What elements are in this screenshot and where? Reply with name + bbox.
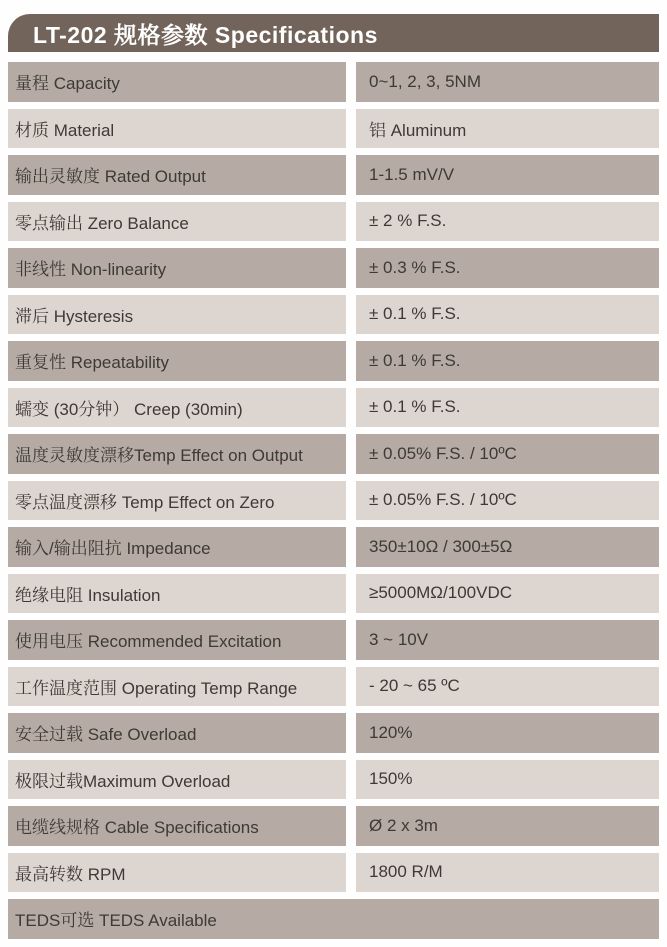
table-row-rpm (8, 853, 659, 893)
table-row-rated-output (8, 155, 659, 195)
spec-label: 蠕变 (30分钟） Creep (30min) (8, 388, 346, 428)
spec-label: 材质 Material (8, 109, 346, 149)
spec-value: - 20 ~ 65 ºC (356, 667, 659, 707)
spec-value: 3 ~ 10V (356, 620, 659, 660)
table-row-insulation (8, 574, 659, 614)
spec-value: 350±10Ω / 300±5Ω (356, 527, 659, 567)
spec-value: ± 0.05% F.S. / 10ºC (356, 481, 659, 521)
table-row-cable (8, 806, 659, 846)
table-row-safe-overload (8, 713, 659, 753)
spec-label: 电缆线规格 Cable Specifications (8, 806, 346, 846)
table-row-zero-balance (8, 202, 659, 242)
page-title (8, 14, 659, 52)
table-row-temp-effect-zero (8, 481, 659, 521)
spec-value: ≥5000MΩ/100VDC (356, 574, 659, 614)
table-row-impedance (8, 527, 659, 567)
spec-value: Ø 2 x 3m (356, 806, 659, 846)
spec-table (8, 62, 659, 939)
spec-value: 150% (356, 760, 659, 800)
spec-label: 零点温度漂移 Temp Effect on Zero (8, 481, 346, 521)
spec-label: 最高转数 RPM (8, 853, 346, 893)
spec-label: 输出灵敏度 Rated Output (8, 155, 346, 195)
spec-label: 安全过载 Safe Overload (8, 713, 346, 753)
spec-label: TEDS可选 TEDS Available (8, 899, 659, 939)
spec-label: 极限过载Maximum Overload (8, 760, 346, 800)
spec-value: ± 0.1 % F.S. (356, 388, 659, 428)
page-title-text: LT-202 规格参数 Specifications (33, 21, 378, 48)
table-row-creep (8, 388, 659, 428)
spec-value: 0~1, 2, 3, 5NM (356, 62, 659, 102)
table-row-maximum-overload (8, 760, 659, 800)
spec-value: ± 2 % F.S. (356, 202, 659, 242)
spec-value: ± 0.1 % F.S. (356, 295, 659, 335)
spec-label: 滞后 Hysteresis (8, 295, 346, 335)
spec-value: 1-1.5 mV/V (356, 155, 659, 195)
table-row-material (8, 109, 659, 149)
table-row-non-linearity (8, 248, 659, 288)
spec-value: 铝 Aluminum (356, 109, 659, 149)
table-row-teds (8, 899, 659, 939)
spec-label: 非线性 Non-linearity (8, 248, 346, 288)
table-row-hysteresis (8, 295, 659, 335)
spec-label: 工作温度范围 Operating Temp Range (8, 667, 346, 707)
spec-label: 温度灵敏度漂移Temp Effect on Output (8, 434, 346, 474)
spec-value: ± 0.05% F.S. / 10ºC (356, 434, 659, 474)
table-row-operating-temp (8, 667, 659, 707)
spec-label: 重复性 Repeatability (8, 341, 346, 381)
table-row-temp-effect-output (8, 434, 659, 474)
spec-value: ± 0.3 % F.S. (356, 248, 659, 288)
spec-label: 零点输出 Zero Balance (8, 202, 346, 242)
spec-value: 120% (356, 713, 659, 753)
spec-value: 1800 R/M (356, 853, 659, 893)
spec-label: 输入/输出阻抗 Impedance (8, 527, 346, 567)
table-row-capacity (8, 62, 659, 102)
spec-label: 量程 Capacity (8, 62, 346, 102)
table-row-repeatability (8, 341, 659, 381)
spec-label: 绝缘电阻 Insulation (8, 574, 346, 614)
table-row-excitation (8, 620, 659, 660)
spec-value: ± 0.1 % F.S. (356, 341, 659, 381)
spec-label: 使用电压 Recommended Excitation (8, 620, 346, 660)
